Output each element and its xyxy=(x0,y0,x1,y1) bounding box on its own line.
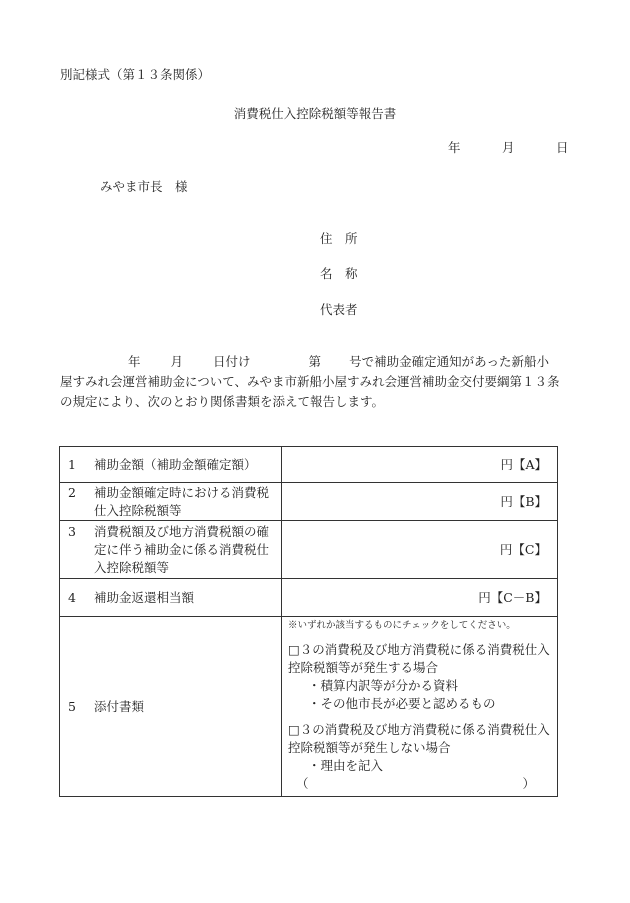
attachment-cell xyxy=(282,617,558,797)
date-year: 年 xyxy=(448,140,461,155)
item-value-cell[interactable] xyxy=(282,483,558,521)
attachment-option-occurs[interactable]: □３の消費税及び地方消費税に係る消費税仕入控除税額等が発生する場合 xyxy=(288,642,550,675)
document-title: 消費税仕入控除税額等報告書 xyxy=(233,106,397,121)
item-label-cell xyxy=(60,579,282,617)
table-row xyxy=(60,483,558,521)
item-label: 添付書類 xyxy=(94,698,145,714)
date-month: 月 xyxy=(502,140,515,155)
form-label: 別記様式（第１３条関係） xyxy=(60,67,211,82)
table-row xyxy=(60,447,558,483)
reason-input[interactable] xyxy=(288,775,551,793)
item-value-cell[interactable] xyxy=(282,521,558,579)
reason-paren-open: （ xyxy=(296,776,309,791)
attachment-option-item: ・その他市長が必要と認めるもの xyxy=(308,696,496,711)
body-date-suffix: 日付け xyxy=(213,354,251,369)
sender-representative-label: 代表者 xyxy=(320,302,358,317)
table-row xyxy=(60,617,558,797)
body-date-month: 月 xyxy=(170,354,184,369)
attachment-option-item: ・積算内訳等が分かる資料 xyxy=(308,678,459,693)
item-value: 円【B】 xyxy=(500,493,547,509)
item-label: 消費税額及び地方消費税額の確定に伴う補助金に係る消費税仕入控除税額等 xyxy=(94,523,270,575)
item-value: 円【A】 xyxy=(500,456,547,472)
date-day: 日 xyxy=(556,140,569,155)
item-value: 円【C－B】 xyxy=(478,589,547,605)
item-number: 3 xyxy=(68,523,76,539)
item-value-cell[interactable] xyxy=(282,447,558,483)
attachment-option-not-occurs[interactable]: □３の消費税及び地方消費税に係る消費税仕入控除税額等が発生しない場合 xyxy=(288,722,550,755)
body-date-year: 年 xyxy=(128,354,141,369)
item-label-cell xyxy=(60,617,282,797)
table-row xyxy=(60,579,558,617)
sender-address-label: 住 所 xyxy=(320,231,358,246)
attachment-option-item: ・理由を記入 xyxy=(308,758,384,773)
item-number: 4 xyxy=(68,589,76,605)
attachment-note: ※いずれか該当するものにチェックをしてください。 xyxy=(288,620,516,631)
report-table xyxy=(59,446,558,797)
item-value-cell[interactable] xyxy=(282,579,558,617)
sender-name-label: 名 称 xyxy=(320,266,358,281)
item-label-cell xyxy=(60,447,282,483)
item-label-cell xyxy=(60,521,282,579)
item-number: 2 xyxy=(68,484,76,500)
body-paragraph: 号で補助金確定通知があった新船小屋すみれ会運営補助金について、みやま市新船小屋すみれ会運営補助金交付要綱第１３条の規定により、次のとおり関係書類を添えて報告します。 xyxy=(60,354,560,409)
table-row xyxy=(60,521,558,579)
item-label: 補助金返還相当額 xyxy=(94,589,195,605)
report-body-text xyxy=(60,352,560,412)
item-label-cell xyxy=(60,483,282,521)
item-number: 1 xyxy=(68,456,76,472)
item-label: 補助金額（補助金額確定額） xyxy=(94,456,257,472)
addressee: みやま市長 様 xyxy=(100,179,188,194)
item-number: 5 xyxy=(68,698,76,714)
body-no-prefix: 第 xyxy=(308,354,322,369)
item-value: 円【C】 xyxy=(499,541,547,557)
reason-paren-close: ） xyxy=(522,776,535,791)
item-label: 補助金額確定時における消費税仕入控除税額等 xyxy=(94,484,270,518)
